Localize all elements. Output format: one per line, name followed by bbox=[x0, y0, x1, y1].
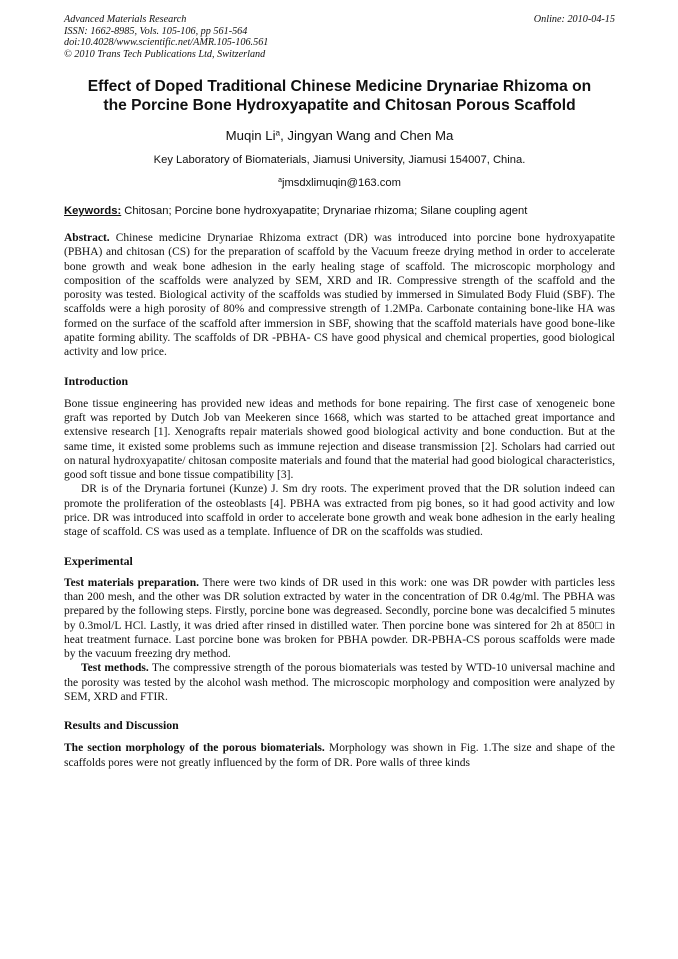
paper-title bbox=[64, 77, 615, 115]
abstract-label: Abstract. bbox=[64, 232, 110, 244]
copyright-line: © 2010 Trans Tech Publications Ltd, Switzerland bbox=[64, 48, 266, 60]
abstract-text: Chinese medicine Drynariae Rhizoma extract (DR) was introduced into porcine bone hydroxyapatite (PBHA) and chitosan (CS) for the preparation of scaffold by the Vacuum freeze drying method in order to accelerate bone growth and weak bone adhesion in the early healing stage of scaffold. The microscopic morphology and composition of the scaffolds were analyzed by SEM, XRD and IR. Compressive strength of the scaffold and the porosity was tested. Biological activity of the scaffolds was studied by immersed in Simulated Body Fluid (SBF). The scaffolds were a high porosity of 80% and compressive strength of 1.2MPa. Carbonate containing bone-like HA was formed on the surface of the scaffold after immersion in SBF, showing that the scaffold materials have good bone-like apatite forming ability. The scaffolds of DR -PBHA- CS have good physical and chemical properties, good biological activity and low price. bbox=[64, 232, 615, 359]
email-sup: a bbox=[278, 177, 282, 185]
author-first-sup: a bbox=[275, 128, 281, 138]
title-line-1: Effect of Doped Traditional Chinese Medicine Drynariae Rhizoma on bbox=[87, 78, 592, 95]
keywords-text: Chitosan; Porcine bone hydroxyapatite; Drynariae rhizoma; Silane coupling agent bbox=[121, 205, 528, 217]
doi-line: doi:10.4028/www.scientific.net/AMR.105-106.561 bbox=[64, 37, 269, 48]
journal-name: Advanced Materials Research bbox=[64, 14, 187, 25]
section-morphology-label: The section morphology of the porous biomaterials. bbox=[64, 742, 325, 755]
email-address: jmsdxlimuqin@163.com bbox=[281, 177, 401, 189]
author-first: Muqin Li bbox=[225, 128, 276, 143]
results-paragraph-1 bbox=[64, 741, 615, 770]
test-methods-label: Test methods. bbox=[81, 662, 149, 675]
author-rest: , Jingyan Wang and Chen Ma bbox=[280, 128, 454, 143]
online-date: Online: 2010-04-15 bbox=[533, 14, 615, 25]
journal-header bbox=[64, 14, 615, 60]
test-methods-text: The compressive strength of the porous biomaterials was tested by WTD-10 universal machine and the porosity was tested by the alcohol wash method. The microscopic morphology and composition were analyzed by SEM, XRD and FTIR. bbox=[64, 662, 615, 704]
experimental-heading: Experimental bbox=[64, 553, 133, 568]
introduction-heading: Introduction bbox=[64, 373, 129, 388]
section-morphology-text: Morphology was shown in Fig. 1.The size and shape of the scaffolds pores were not greatly influenced by the form of DR. Pore walls of three kinds bbox=[64, 742, 615, 769]
materials-prep-text: There were two kinds of DR used in this work: one was DR powder with particles less than 200 mesh, and the other was DR solution extracted by water in the concentration of DR 0.4g/ml. The PBHA was prepared by the following steps. Firstly, porcine bone was degreased. Secondly, porcine bone was decalcified 5 minutes by 0.3mol/L HCl. Lastly, it was dried after rinsed in distilled water. Then porcine bone was sintered for 2h at 850□ in heat treatment furnace. Last porcine bone was broken for PBHA powder. DR-PBHA-CS porous scaffolds were made by the vacuum freezing dry method. bbox=[64, 576, 615, 661]
introduction-paragraph-2: DR is of the Drynaria fortunei (Kunze) J. Sm dry roots. The experiment proved that the DR solution indeed can promote the proliferation of the osteoblasts [4]. PBHA was extracted from pig bones, so it had good activity and low price. DR was introduced into scaffold in order to accelerate bone growth and weak bone adhesion in the early healing stage of scaffold. CS was used as a template. Influence of DR on the scaffolds was studied. bbox=[64, 483, 615, 539]
experimental-paragraph-2 bbox=[64, 661, 615, 704]
affiliation: Key Laboratory of Biomaterials, Jiamusi University, Jiamusi 154007, China. bbox=[153, 154, 526, 166]
experimental-paragraph-1 bbox=[64, 576, 615, 662]
keywords-label: Keywords: bbox=[64, 205, 122, 217]
materials-prep-label: Test materials preparation. bbox=[64, 576, 200, 589]
author-email bbox=[64, 176, 615, 190]
results-heading: Results and Discussion bbox=[64, 718, 179, 733]
author-list bbox=[64, 128, 615, 144]
paper-page bbox=[64, 14, 615, 770]
title-line-2: the Porcine Bone Hydroxyapatite and Chitosan Porous Scaffold bbox=[103, 97, 576, 114]
keywords-line bbox=[64, 204, 615, 218]
abstract-paragraph bbox=[64, 231, 615, 360]
introduction-paragraph-1: Bone tissue engineering has provided new ideas and methods for bone repairing. The first case of xenogeneic bone graft was reported by Dutch Job van Meekeren since 1668, which was started to be attached great importance and extensive research [1]. Xenografts repair materials showed good biological activity and bone conduction. But at the same time, it existed some problems such as immune rejection and disease transmission [2]. Scholars had carried out on natural hydroxyapatite/ chitosan composite materials and found that the material had good biological characteristics, good soft tissue and bone tissue compatibility [3]. bbox=[64, 397, 615, 482]
issn-line: ISSN: 1662-8985, Vols. 105-106, pp 561-564 bbox=[64, 25, 248, 37]
